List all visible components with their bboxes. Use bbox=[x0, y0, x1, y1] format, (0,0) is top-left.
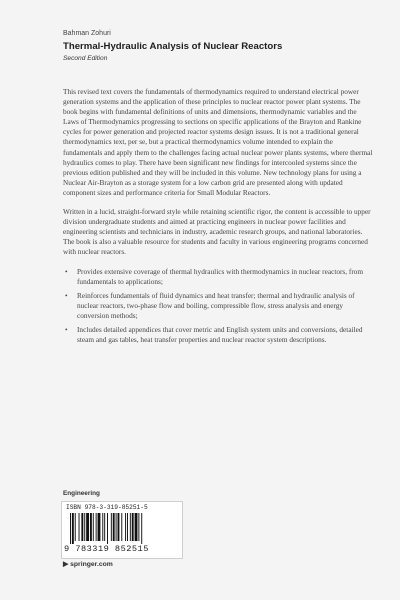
barcode-bar bbox=[141, 513, 142, 544]
feature-item: • Reinforces fundamentals of fluid dynamics and heat transfer; thermal and hydraulic analysis of nuclear reactors, two-phase flow and boiling, compressible flow, stress analysis and energy conversion methods; bbox=[77, 291, 373, 321]
barcode-bar bbox=[127, 513, 128, 541]
barcode-bar bbox=[102, 513, 103, 541]
barcode-bar bbox=[75, 513, 76, 541]
subject-category: Engineering bbox=[63, 490, 100, 497]
feature-item: • Provides extensive coverage of thermal hydraulics with thermodynamics in nuclear reactors, from fundamentals to applications; bbox=[77, 267, 373, 287]
barcode-number: 9 783319 852515 bbox=[64, 544, 149, 554]
publisher-link[interactable] bbox=[63, 560, 113, 568]
publisher-url: springer.com bbox=[70, 561, 113, 568]
barcode-bar bbox=[116, 513, 117, 541]
book-title: Thermal-Hydraulic Analysis of Nuclear Reactors bbox=[63, 41, 283, 52]
barcode-bar bbox=[70, 513, 71, 544]
barcode-bar bbox=[130, 513, 131, 541]
barcode-bar bbox=[138, 513, 139, 541]
barcode-bar bbox=[84, 513, 85, 541]
barcode-bar bbox=[113, 513, 115, 541]
barcode-bar bbox=[96, 513, 97, 541]
barcode-bar bbox=[90, 513, 92, 541]
blurb-paragraph-1: This revised text covers the fundamentals of thermodynamics required to understand electrical power generation systems and the application of these principles to nuclear reactor power plant systems. The book begins with fundamental definitions of units and dimensions, thermodynamic variables and the Laws of Thermodynamics progressing to sections on specific applications of the Brayton and Rankine cycles for power generation and projected reactor systems design issues. It is not a traditional general thermodynamics text, per se, but a practical thermodynamics volume intended to explain the fundamentals and apply them to the challenges facing actual nuclear power plants systems, where thermal hydraulics comes to play. There have been significant new findings for intercooled systems since the previous edition published and they will be included in this volume. New technology plans for using a Nuclear Air-Brayton as a storage system for a low carbon grid are presented along with updated component sizes and performance criteria for Small Modular Reactors. bbox=[63, 87, 373, 197]
barcode-bar bbox=[72, 513, 74, 544]
barcode-bar bbox=[121, 513, 122, 541]
edition-label: Second Edition bbox=[63, 55, 108, 62]
barcode-bar bbox=[93, 513, 94, 541]
barcode-bar bbox=[104, 513, 105, 541]
barcode-bar bbox=[125, 513, 126, 541]
barcode-bar bbox=[81, 513, 83, 541]
barcode-bar bbox=[98, 513, 101, 541]
isbn-text: ISBN 978-3-319-85251-5 bbox=[66, 504, 148, 511]
feature-list bbox=[63, 267, 373, 346]
feature-item: • Includes detailed appendices that cover metric and English system units and conversions, detailed steam and gas tables, heat transfer properties and nuclear reactor system descriptions. bbox=[77, 325, 373, 345]
barcode-bar bbox=[111, 513, 112, 541]
barcode-bar bbox=[135, 513, 138, 541]
barcode-bar bbox=[132, 513, 134, 541]
blurb-paragraph-2: Written in a lucid, straight-forward style while retaining scientific rigor, the content is accessible to upper division undergraduate students and aimed at practicing engineers in nuclear power facilities and engineering scientists and technicians in industry, academic research groups, and national laboratories. The book is also a valuable resource for students and faculty in various engineering programs concerned with nuclear reactors. bbox=[63, 207, 371, 257]
barcode-bar bbox=[107, 513, 108, 544]
arrow-icon: ▶ bbox=[63, 561, 69, 568]
author-name: Bahman Zohuri bbox=[63, 30, 111, 37]
blurb-text bbox=[63, 87, 373, 349]
barcode bbox=[61, 501, 183, 559]
barcode-bar bbox=[79, 513, 80, 541]
barcode-bar bbox=[118, 513, 120, 541]
barcode-bars bbox=[70, 513, 174, 544]
barcode-bar bbox=[86, 513, 89, 541]
